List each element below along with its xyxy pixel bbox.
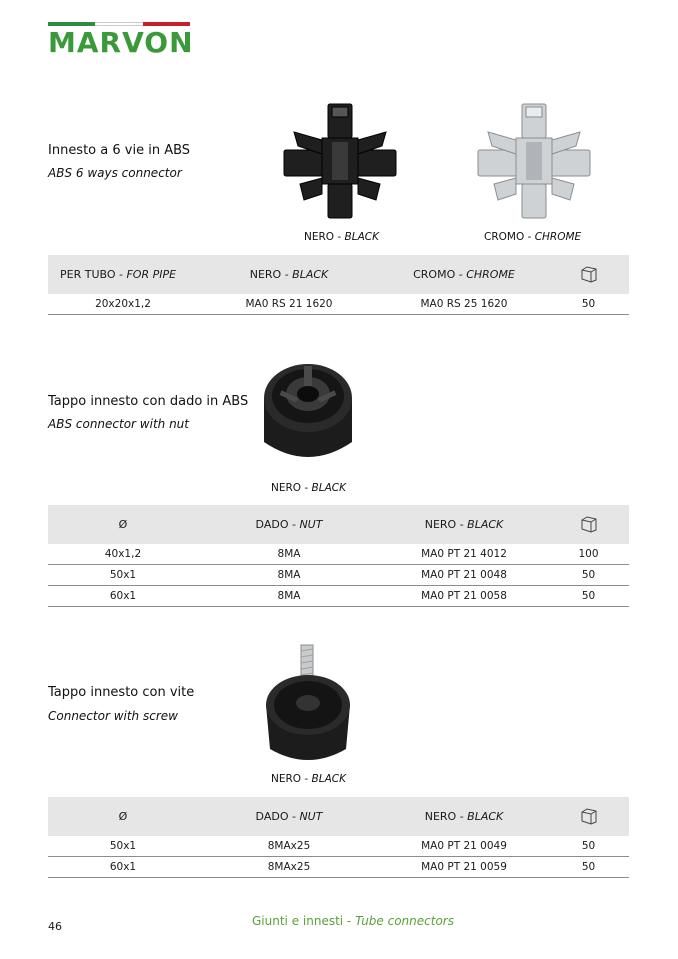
header-package [548, 516, 629, 533]
cell-qty: 100 [578, 548, 599, 560]
caption-black: NERO - BLACK [271, 773, 346, 785]
cell-size: 50x1 [109, 840, 137, 852]
cell-code-chrome: MA0 RS 25 1620 [420, 298, 508, 310]
table-header [48, 505, 629, 544]
table-row [48, 586, 629, 607]
cell-nut: 8MAx25 [267, 861, 311, 873]
cell-code-black: MA0 RS 21 1620 [245, 298, 333, 310]
cell-size: 60x1 [109, 590, 137, 602]
cell-size: 40x1,2 [104, 548, 142, 560]
section-title-en: ABS 6 ways connector [48, 166, 182, 180]
table-header [48, 255, 629, 294]
cell-qty: 50 [581, 590, 596, 602]
header-nut: DADO - NUT [255, 518, 323, 531]
cell-code-black: MA0 PT 21 0049 [421, 840, 507, 852]
header-pipe: PER TUBO - FOR PIPE [60, 268, 177, 281]
header-black: NERO - BLACK [249, 268, 329, 281]
cell-size: 20x20x1,2 [95, 298, 151, 310]
cap-with-nut-image [258, 360, 358, 466]
box-icon [581, 808, 597, 825]
cell-code-black: MA0 PT 21 4012 [421, 548, 507, 560]
caption-black: NERO - BLACK [271, 482, 346, 494]
cell-size: 60x1 [109, 861, 137, 873]
cell-nut: 8MA [277, 590, 301, 602]
product-table [48, 797, 629, 878]
header-package [548, 808, 629, 825]
table-row [48, 565, 629, 586]
brand-logo [48, 22, 194, 59]
table-row [48, 294, 629, 315]
header-diameter: Ø [118, 518, 128, 531]
cell-code-black: MA0 PT 21 0059 [421, 861, 507, 873]
box-icon [581, 516, 597, 533]
page-number: 46 [48, 920, 62, 933]
section-title-it: Tappo innesto con dado in ABS [48, 394, 249, 409]
product-table [48, 255, 629, 315]
cap-with-screw-image [258, 643, 358, 771]
header-chrome: CROMO - CHROME [413, 268, 515, 281]
section-title-it: Tappo innesto con vite [48, 685, 195, 700]
cell-size: 50x1 [109, 569, 137, 581]
section-title-it: Innesto a 6 vie in ABS [48, 143, 191, 158]
cell-qty: 50 [581, 861, 596, 873]
cell-code-black: MA0 PT 21 0058 [421, 590, 507, 602]
cell-qty: 50 [581, 569, 596, 581]
cell-nut: 8MA [277, 548, 301, 560]
box-icon [581, 266, 597, 283]
six-way-connector-chrome-image [476, 102, 592, 220]
caption-black: NERO - BLACK [304, 231, 379, 243]
cell-qty: 50 [581, 298, 596, 310]
cell-nut: 8MA [277, 569, 301, 581]
six-way-connector-black-image [282, 102, 398, 220]
section-title-en: Connector with screw [48, 709, 178, 723]
cell-nut: 8MAx25 [267, 840, 311, 852]
cell-code-black: MA0 PT 21 0048 [421, 569, 507, 581]
header-package [548, 266, 629, 283]
table-header [48, 797, 629, 836]
footer-label: Giunti e innesti - Tube connectors [252, 914, 454, 928]
header-black: NERO - BLACK [424, 518, 504, 531]
table-row [48, 544, 629, 565]
header-nut: DADO - NUT [255, 810, 323, 823]
table-row [48, 836, 629, 857]
header-black: NERO - BLACK [424, 810, 504, 823]
brand-name: MARVON [48, 26, 194, 59]
product-table [48, 505, 629, 607]
header-diameter: Ø [118, 810, 128, 823]
section-title-en: ABS connector with nut [48, 417, 189, 431]
table-row [48, 857, 629, 878]
caption-chrome: CROMO - CHROME [484, 231, 582, 243]
cell-qty: 50 [581, 840, 596, 852]
